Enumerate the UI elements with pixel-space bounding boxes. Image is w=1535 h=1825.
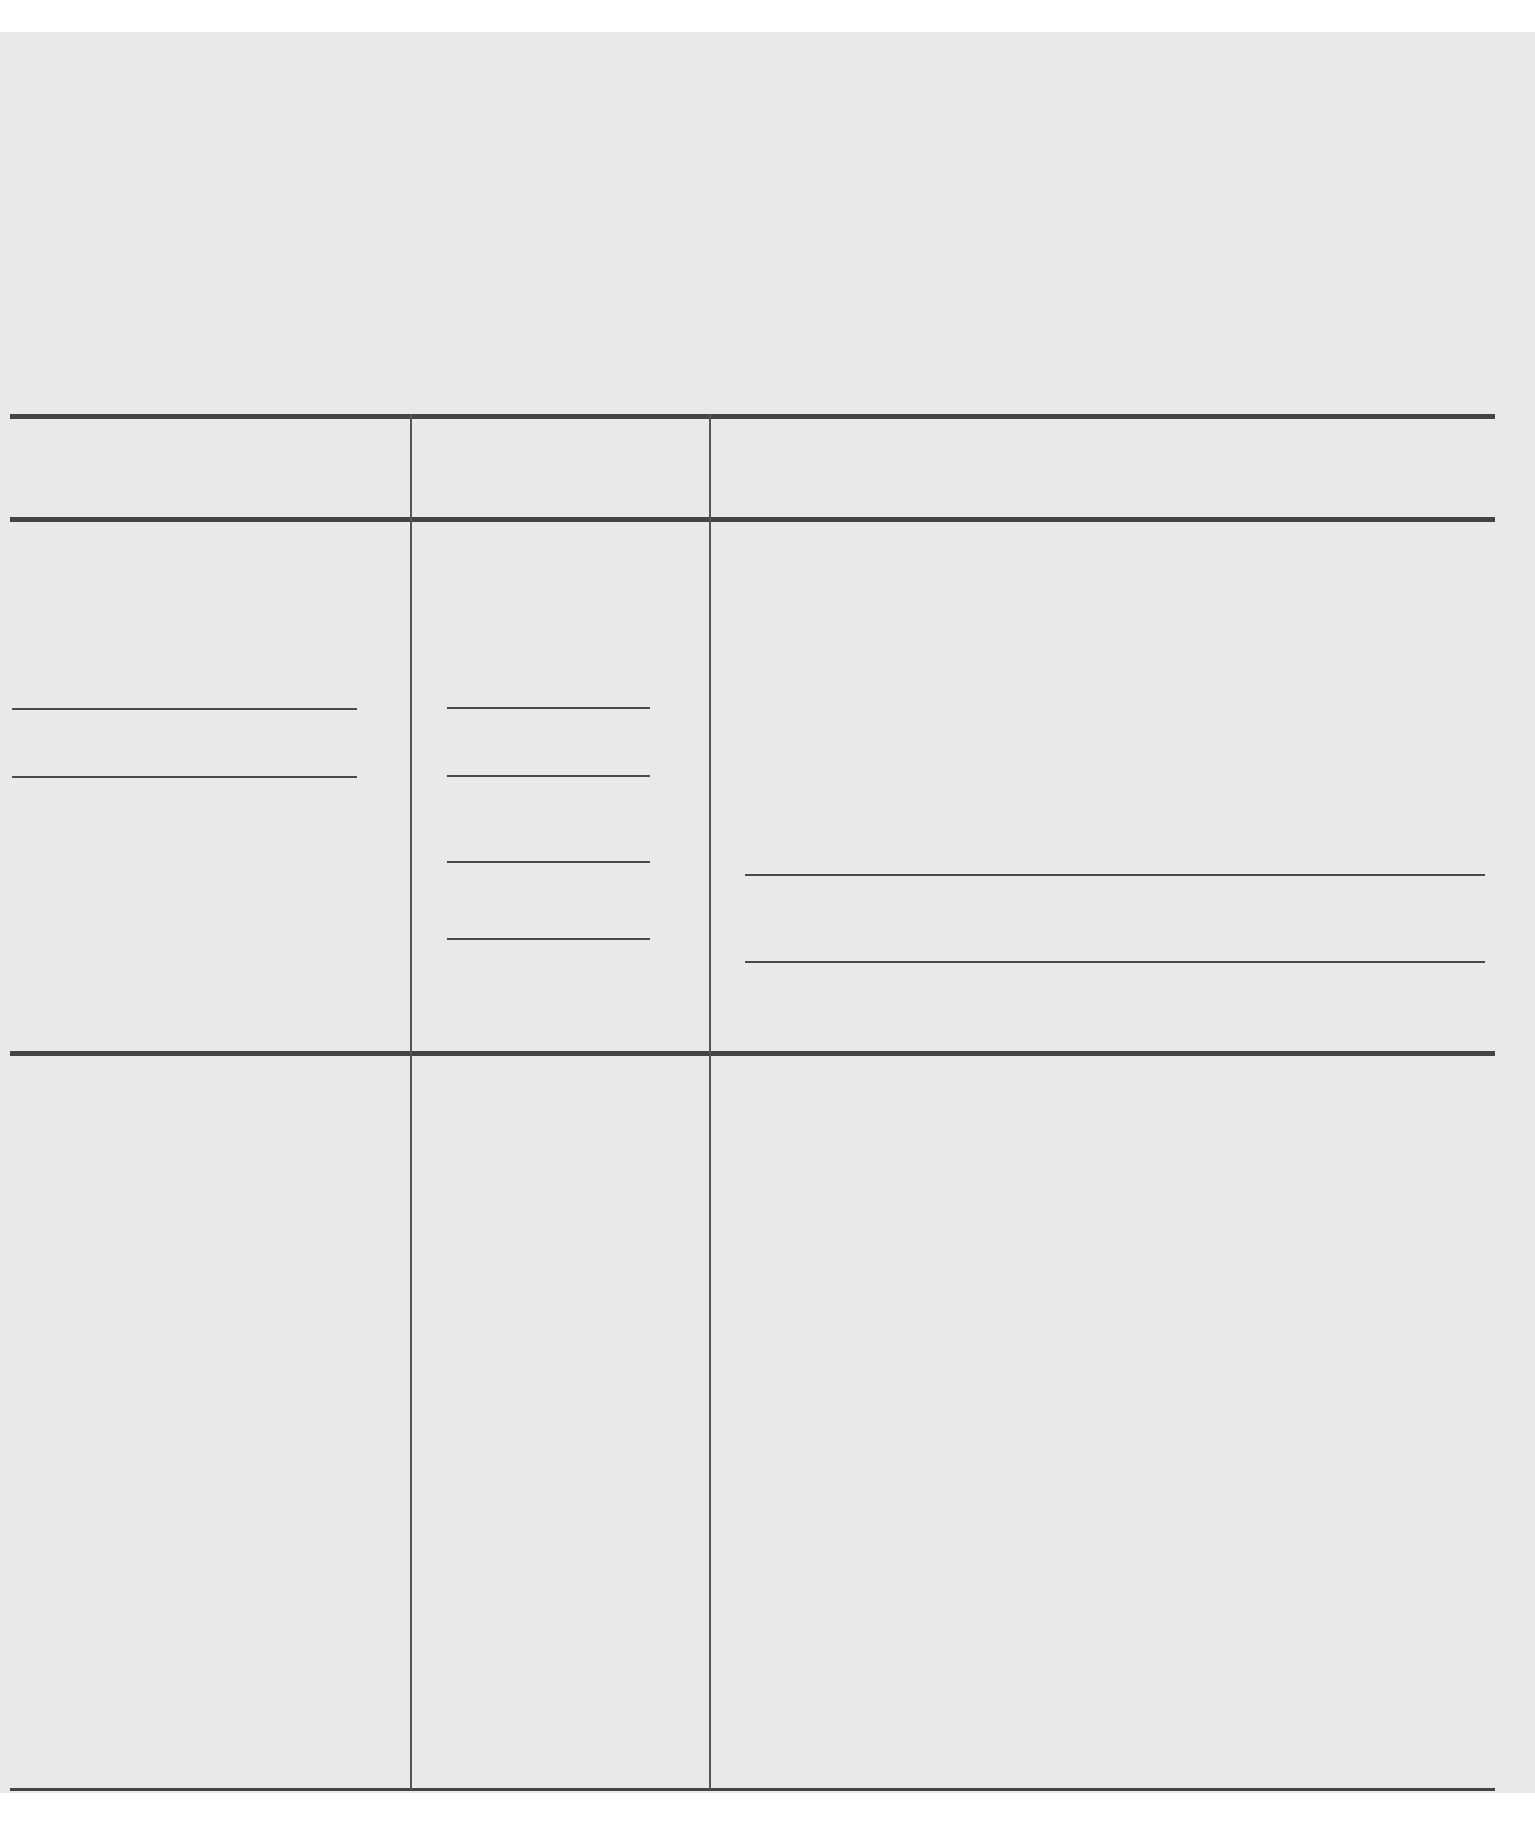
observations-blank-line[interactable] xyxy=(447,775,650,777)
observations-blank-line[interactable] xyxy=(447,938,650,940)
row-divider-rule xyxy=(10,1051,1495,1056)
conclusion-blank-line[interactable] xyxy=(745,961,1485,963)
observations-blank-line[interactable] xyxy=(447,861,650,863)
conclusion-blank-line[interactable] xyxy=(745,874,1485,876)
table-top-rule xyxy=(10,414,1495,419)
reagents-paragraph xyxy=(10,38,1492,88)
column-divider-2 xyxy=(709,414,711,1790)
header-bottom-rule xyxy=(10,517,1495,522)
observations-blank-line[interactable] xyxy=(447,707,650,709)
reagents-label xyxy=(10,40,80,86)
table-bottom-rule xyxy=(10,1788,1495,1791)
column-divider-1 xyxy=(410,414,412,1790)
conditions-blank-line[interactable] xyxy=(12,708,357,710)
workbook-page xyxy=(0,32,1535,1793)
top-banner xyxy=(0,0,1535,32)
conditions-blank-line[interactable] xyxy=(12,776,357,778)
